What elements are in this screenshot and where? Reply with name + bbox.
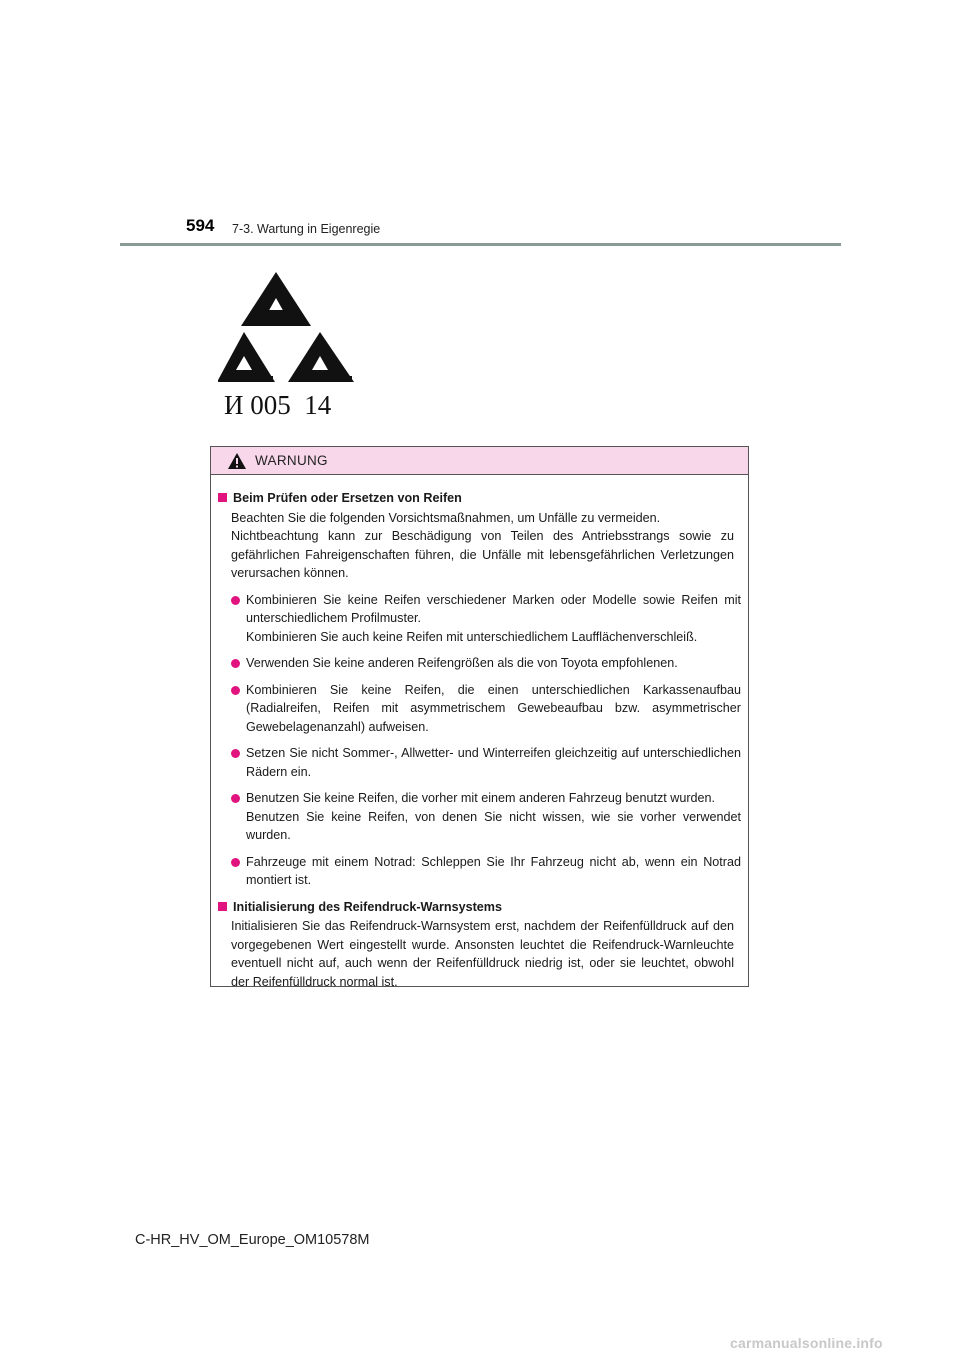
bullet-dot-icon	[231, 659, 240, 668]
section-heading: Beim Prüfen oder Ersetzen von Reifen	[218, 489, 741, 508]
tire-marking-code: И 005 14	[224, 390, 332, 420]
triangle-symbols-icon	[218, 268, 360, 386]
bullet-item: Kombinieren Sie keine Reifen, die einen unterschiedlichen Karkassenaufbau (Radialreifen, Reifen mit asymmetrischem Gewebeaufbau bzw. asymmetrischer Gewebelagenanzahl) aufweisen.	[218, 681, 741, 737]
warning-box	[210, 446, 749, 987]
paragraph: Nichtbeachtung kann zur Beschädigung von Teilen des Antriebsstrangs sowie zu gefährlichen Fahreigenschaften führen, die Unfälle mit lebensgefährlichen Verletzungen verursachen können.	[231, 529, 734, 580]
section-title: 7-3. Wartung in Eigenregie	[232, 222, 381, 236]
square-bullet-icon	[218, 902, 227, 911]
watermark: carmanualsonline.info	[730, 1335, 883, 1351]
page-number: 594	[186, 216, 215, 235]
paragraph: Initialisieren Sie das Reifendruck-Warnsystem erst, nachdem der Reifenfülldruck auf den vorgegebenen Wert eingestellt wurde. Ansonsten leuchtet die Reifendruck-Warnleuchte eventuell nicht auf, auch wenn der Reifenfülldruck niedrig ist, oder sie leuchtet, obwohl der Reifenfülldruck normal ist.	[231, 919, 734, 989]
section-heading: Initialisierung des Reifendruck-Warnsystems	[218, 898, 741, 917]
footer-doc-code: C-HR_HV_OM_Europe_OM10578M	[135, 1232, 370, 1248]
warning-header	[211, 447, 748, 475]
bullet-item: Kombinieren Sie keine Reifen verschiedener Marken oder Modelle sowie Reifen mit unterschiedlichem Profilmuster. Kombinieren Sie auch keine Reifen mit unterschiedlichem Laufflächenverschleiß.	[218, 591, 741, 647]
bullet-item: Fahrzeuge mit einem Notrad: Schleppen Sie Ihr Fahrzeug nicht ab, wenn ein Notrad montiert ist.	[218, 853, 741, 890]
bullet-item: Setzen Sie nicht Sommer-, Allwetter- und Winterreifen gleichzeitig auf unterschiedlichen Rädern ein.	[218, 744, 741, 781]
bullet-dot-icon	[231, 794, 240, 803]
warning-triangle-icon	[227, 452, 247, 470]
bullet-item: Benutzen Sie keine Reifen, die vorher mit einem anderen Fahrzeug benutzt wurden. Benutzen Sie keine Reifen, von denen Sie nicht wissen, wie sie vorher verwendet wurden.	[218, 789, 741, 845]
tire-marking-figure	[218, 268, 360, 428]
paragraph: Beachten Sie die folgenden Vorsichtsmaßnahmen, um Unfälle zu vermeiden.	[231, 510, 661, 525]
bullet-dot-icon	[231, 749, 240, 758]
warning-title: WARNUNG	[255, 453, 328, 468]
bullet-dot-icon	[231, 686, 240, 695]
bullet-dot-icon	[231, 858, 240, 867]
warning-body	[211, 475, 748, 991]
square-bullet-icon	[218, 493, 227, 502]
bullet-dot-icon	[231, 596, 240, 605]
header-rule	[120, 243, 841, 246]
bullet-item: Verwenden Sie keine anderen Reifengrößen als die von Toyota empfohlenen.	[218, 654, 741, 673]
